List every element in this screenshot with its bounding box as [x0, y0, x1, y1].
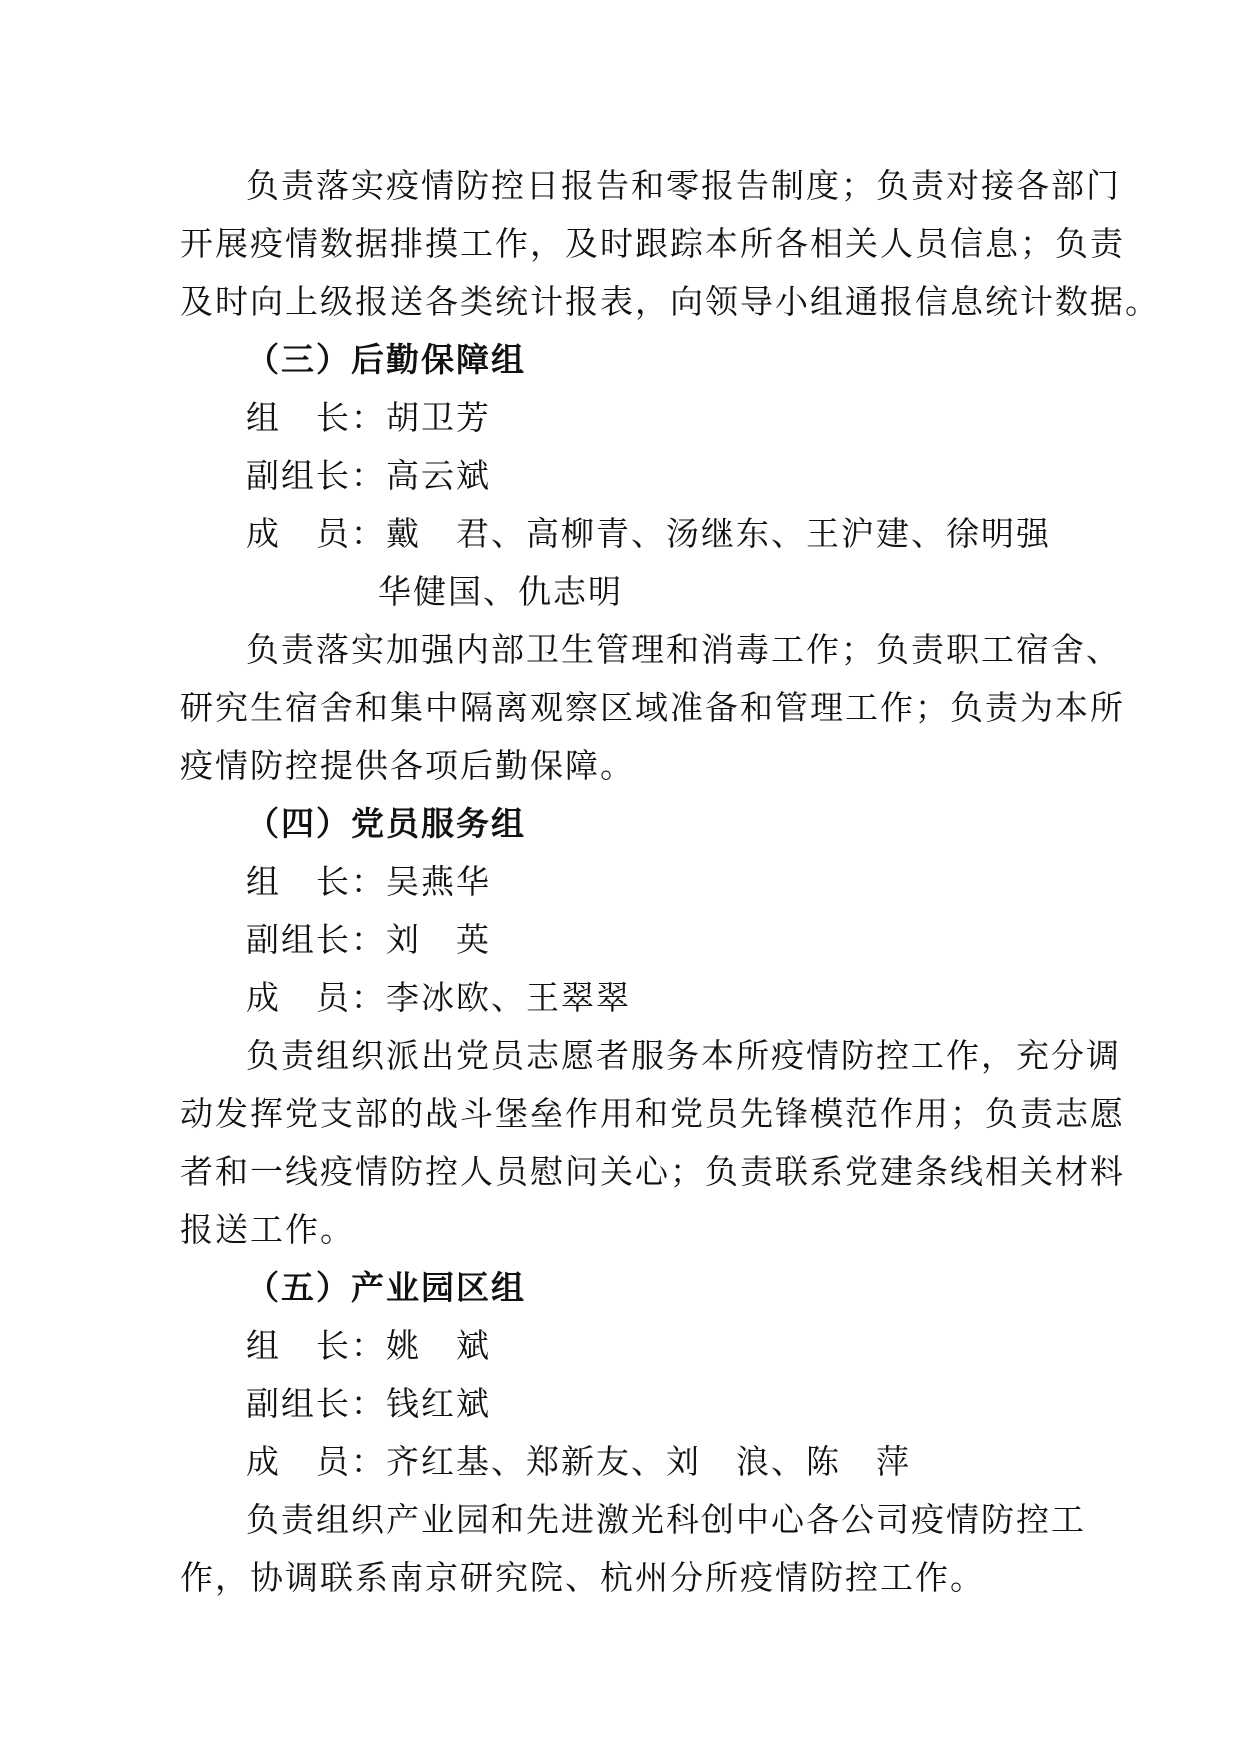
- deputy-leader-line: 副组长：刘 英: [246, 920, 491, 959]
- leader-line: 组 长：吴燕华: [246, 862, 491, 901]
- members-line: 成 员：戴 君、高柳青、汤继东、王沪建、徐明强: [246, 514, 1051, 553]
- paragraph-line: 负责组织产业园和先进激光科创中心各公司疫情防控工: [246, 1500, 1086, 1539]
- members-line: 成 员：李冰欧、王翠翠: [246, 978, 631, 1017]
- section-heading: （五）产业园区组: [246, 1268, 526, 1307]
- deputy-leader-line: 副组长：高云斌: [246, 456, 491, 495]
- members-line: 成 员：齐红基、郑新友、刘 浪、陈 萍: [246, 1442, 911, 1481]
- paragraph-line: 疫情防控提供各项后勤保障。: [180, 746, 635, 785]
- paragraph-line: 负责落实加强内部卫生管理和消毒工作；负责职工宿舍、: [246, 630, 1121, 669]
- leader-line: 组 长：姚 斌: [246, 1326, 491, 1365]
- paragraph-line: 开展疫情数据排摸工作，及时跟踪本所各相关人员信息；负责: [180, 224, 1125, 263]
- section-heading: （四）党员服务组: [246, 804, 526, 843]
- paragraph-line: 研究生宿舍和集中隔离观察区域准备和管理工作；负责为本所: [180, 688, 1125, 727]
- section-heading: （三）后勤保障组: [246, 340, 526, 379]
- deputy-leader-line: 副组长：钱红斌: [246, 1384, 491, 1423]
- leader-line: 组 长：胡卫芳: [246, 398, 491, 437]
- paragraph-line: 负责落实疫情防控日报告和零报告制度；负责对接各部门: [246, 166, 1121, 205]
- paragraph-line: 及时向上级报送各类统计报表，向领导小组通报信息统计数据。: [180, 282, 1160, 321]
- paragraph-line: 动发挥党支部的战斗堡垒作用和党员先锋模范作用；负责志愿: [180, 1094, 1125, 1133]
- members-line-continued: 华健国、仇志明: [378, 572, 623, 611]
- paragraph-line: 报送工作。: [180, 1210, 355, 1249]
- paragraph-line: 负责组织派出党员志愿者服务本所疫情防控工作，充分调: [246, 1036, 1121, 1075]
- paragraph-line: 者和一线疫情防控人员慰问关心；负责联系党建条线相关材料: [180, 1152, 1125, 1191]
- paragraph-line: 作，协调联系南京研究院、杭州分所疫情防控工作。: [180, 1558, 985, 1597]
